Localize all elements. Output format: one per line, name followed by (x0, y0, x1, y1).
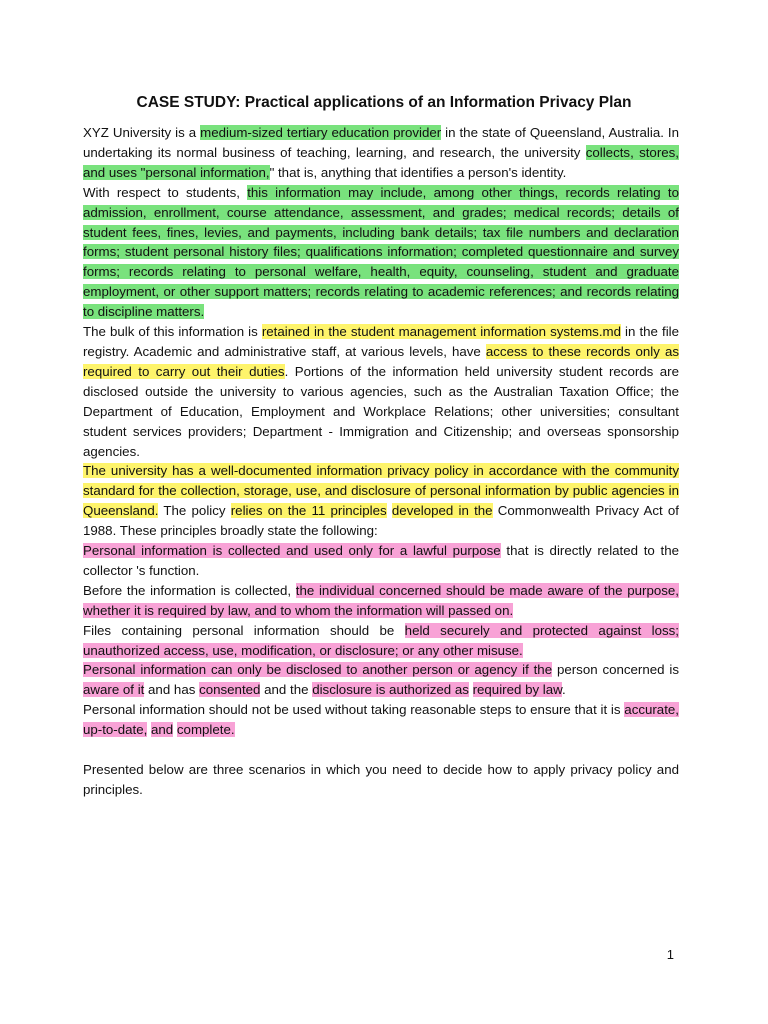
paragraph (83, 322, 679, 461)
paragraph (83, 123, 679, 183)
text-segment: Files containing personal information should be (83, 622, 405, 638)
paragraph (83, 461, 679, 541)
text-segment: . (562, 682, 566, 698)
paragraph (83, 581, 679, 621)
text-segment: in the state of Queensland, Australia. In undertaking its normal business of teaching, learning, and research, the university (83, 125, 679, 160)
highlighted-text: held securely and protected against loss; unauthorized access, use, modification, or disclosure; or any other misuse. (83, 622, 680, 658)
highlighted-text: and (151, 722, 174, 738)
highlighted-text: Personal information is collected and used only for a lawful purpose (83, 543, 501, 559)
highlighted-text: developed in the (391, 503, 493, 519)
highlighted-text: Personal information can only be disclosed to another person or agency if the (83, 662, 553, 678)
text-segment: The bulk of this information is (83, 324, 262, 340)
text-segment: Presented below are three scenarios in which you need to decide how to apply privacy policy and principles. (83, 761, 679, 797)
text-segment: The policy (158, 503, 231, 519)
text-segment: and has (144, 682, 200, 698)
text-segment: XYZ University is a (83, 125, 201, 140)
text-segment: " that is, anything that identifies a person's identity. (269, 164, 567, 180)
highlighted-text: aware of it (83, 682, 145, 698)
highlighted-text: the individual concerned should be made aware of the purpose, whether it is required by law, and to whom the information will passed on. (83, 582, 679, 618)
highlighted-text: consented (199, 682, 261, 698)
page-number: 1 (666, 947, 674, 962)
paragraph (83, 183, 679, 322)
highlighted-text: disclosure is authorized as (312, 682, 469, 698)
paragraph (83, 700, 679, 740)
text-segment: Commonwealth Privacy Act of 1988. These principles broadly state the following: (83, 503, 679, 539)
highlighted-text: complete. (176, 722, 235, 738)
highlighted-text: access to these records only as required to carry out their duties (83, 343, 680, 379)
highlighted-text: The university has a well-documented information privacy policy in accordance with the community standard for the collection, storage, use, and disclosure of personal information by public agencies in Queensland. (83, 463, 679, 519)
document-body (83, 123, 679, 800)
highlighted-text: accurate, up-to-date, (83, 702, 679, 738)
text-segment: and the (260, 682, 313, 698)
highlighted-text: retained in the student management information systems.md (261, 324, 621, 340)
highlighted-text: relies on the 11 principles (230, 503, 387, 519)
paragraph (83, 621, 679, 661)
text-segment: With respect to students, (83, 184, 248, 200)
highlighted-text: this information may include, among other things, records relating to admission, enrollment, course attendance, assessment, and grades; medical records; details of student fees, fines, levies, and payments, including bank details; tax file numbers and declaration forms; student personal history files; qualifications information; completed questionnaire and survey forms; records relating to personal welfare, health, equity, counseling, student and graduate employment, or other support matters; records relating to academic references; and records relating to discipline matters. (83, 184, 679, 320)
highlighted-text: medium-sized tertiary education provider (200, 125, 442, 140)
text-segment: Personal information should not be used without taking reasonable steps to ensure that it is (83, 702, 625, 718)
text-segment: that is directly related to the collector 's function. (83, 543, 680, 578)
text-segment: . Portions of the information held university student records are disclosed outside the university to various agencies, such as the Australian Taxation Office; the Department of Education, Employment and Workplace Relations; other universities; consultant student services providers; Department - Immigration and Citizenship; and overseas sponsorship agencies. (83, 363, 679, 459)
paragraph (83, 541, 679, 581)
text-segment: person concerned is (552, 662, 679, 678)
highlighted-text: collects, stores, and uses "personal information, (83, 144, 679, 180)
highlighted-text: required by law (472, 682, 563, 698)
paragraph (83, 760, 679, 800)
document-title: CASE STUDY: Practical applications of an Information Privacy Plan (136, 94, 632, 111)
text-segment: Before the information is collected, (83, 582, 296, 598)
paragraph (83, 660, 679, 700)
text-segment: in the file registry. Academic and administrative staff, at various levels, have (83, 324, 680, 359)
